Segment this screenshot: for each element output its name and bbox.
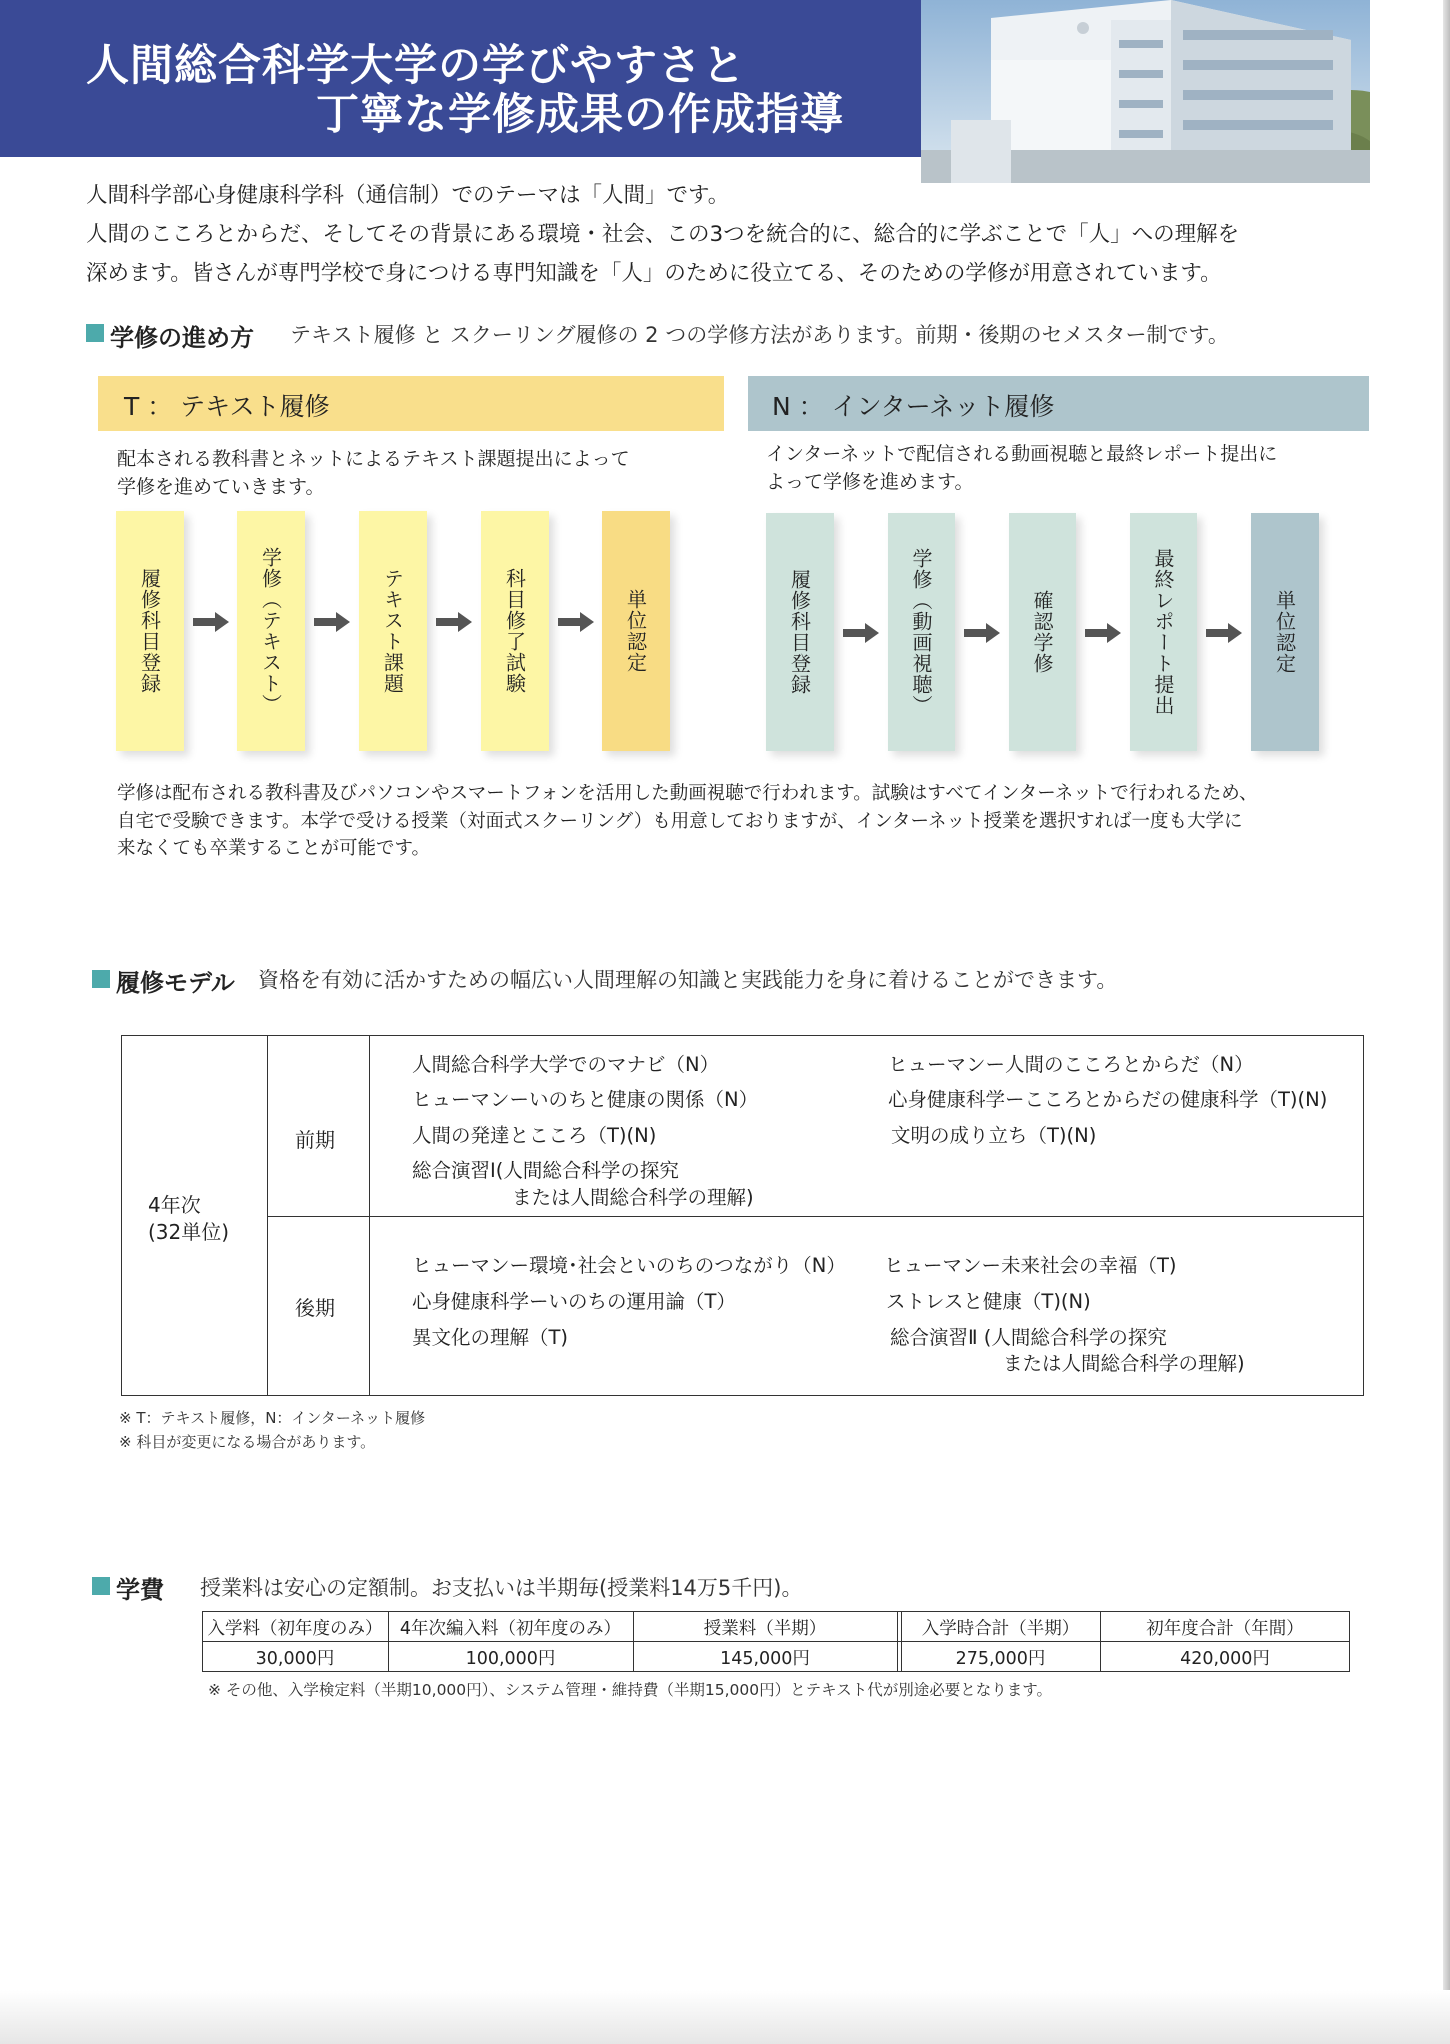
course-item: 文明の成り立ち（T)(N) <box>891 1124 1097 1147</box>
internet-step-review: 確認学修 <box>1009 513 1076 751</box>
course-item: 心身健康科学ーこころとからだの健康科学（T)(N) <box>888 1088 1328 1111</box>
section-marker <box>92 970 110 988</box>
arrow-right-icon <box>1206 623 1242 643</box>
model-heading: 履修モデル <box>116 969 235 997</box>
internet-step-report: 最終レポート提出 <box>1130 513 1197 751</box>
course-item: 異文化の理解（T) <box>412 1326 569 1349</box>
course-item: ヒューマンー未来社会の幸福（T) <box>884 1254 1177 1277</box>
course-item: ヒューマンー人間のこころとからだ（N） <box>888 1053 1254 1076</box>
section-marker <box>92 1577 110 1595</box>
internet-step-credit: 単位認定 <box>1251 513 1319 751</box>
table-divider <box>897 1611 898 1672</box>
fee-header-transfer: 4年次編入料（初年度のみ） <box>399 1619 622 1639</box>
fee-value-first-year-total: 420,000円 <box>1180 1649 1270 1669</box>
fee-header-entry-total: 入学時合計（半期） <box>921 1619 1080 1639</box>
study-note-line-2: 自宅で受験できます。本学で受ける授業（対面式スクーリング）も用意しておりますが、インターネット授業を選択すれば一度も大学に <box>117 810 1243 832</box>
text-step-credit: 単位認定 <box>602 511 670 751</box>
fees-description: 授業料は安心の定額制。お支払いは半期毎(授業料14万5千円)。 <box>200 1576 803 1600</box>
arrow-right-icon <box>436 612 472 632</box>
internet-course-desc-line-2: よって学修を進めます。 <box>766 471 974 493</box>
first-term-label: 前期 <box>295 1128 335 1152</box>
year-label: 4年次 <box>148 1193 201 1217</box>
text-step-assignment: テキスト課題 <box>359 511 427 751</box>
study-note <box>117 780 1357 863</box>
text-course-title: T ： テキスト履修 <box>124 392 330 421</box>
internet-course-description <box>766 440 1366 496</box>
internet-step-video: 学修（動画視聴） <box>888 513 955 751</box>
intro-line-3: 深めます。皆さんが専門学校で身につける専門知識を「人」のために役立てる、そのための学修が用意されています。 <box>86 261 1222 286</box>
course-item: ストレスと健康（T)(N) <box>886 1290 1091 1313</box>
method-description: テキスト履修 と スクーリング履修の 2 つの学修方法があります。前期・後期のセメスター制です。 <box>290 323 1229 347</box>
arrow-right-icon <box>193 612 229 632</box>
course-item: ヒューマンー環境･社会といのちのつながり（N） <box>412 1254 846 1277</box>
fee-value-admission: 30,000円 <box>255 1649 335 1669</box>
fee-header-admission: 入学料（初年度のみ） <box>207 1619 383 1639</box>
internet-step-registration: 履修科目登録 <box>766 513 834 751</box>
internet-course-desc-line-1: インターネットで配信される動画視聴と最終レポート提出に <box>766 443 1278 465</box>
course-item: または人間総合科学の理解) <box>1003 1352 1245 1375</box>
text-step-exam: 科目修了試験 <box>481 511 549 751</box>
page-title-line-1: 人間総合科学大学の学びやすさと <box>86 41 746 91</box>
fees-heading: 学費 <box>116 1576 164 1604</box>
model-description: 資格を有効に活かすための幅広い人間理解の知識と実践能力を身に着けることができます。 <box>258 968 1118 992</box>
fee-value-transfer: 100,000円 <box>465 1649 556 1669</box>
course-item: 人間総合科学大学でのマナビ（N） <box>412 1053 720 1076</box>
fee-value-entry-total: 275,000円 <box>955 1649 1046 1669</box>
arrow-right-icon <box>1085 623 1121 643</box>
section-marker <box>86 324 104 342</box>
arrow-right-icon <box>558 612 594 632</box>
arrow-right-icon <box>964 623 1000 643</box>
model-note: ※ 科目が変更になる場合があります。 <box>119 1433 376 1451</box>
course-item: 心身健康科学ーいのちの運用論（T） <box>412 1290 736 1313</box>
text-course-desc-line-1: 配本される教科書とネットによるテキスト課題提出によって <box>117 448 630 470</box>
arrow-right-icon <box>843 623 879 643</box>
course-item: 人間の発達とこころ（T)(N) <box>412 1124 657 1147</box>
course-item: 総合演習Ⅱ (人間総合科学の探究 <box>890 1326 1167 1349</box>
fee-header-tuition: 授業料（半期） <box>703 1619 827 1639</box>
text-step-registration: 履修科目登録 <box>116 511 184 751</box>
fee-footnote: ※ その他、入学検定料（半期10,000円）、システム管理・維持費（半期15,000円）とテキスト代が別途必要となります。 <box>208 1681 1053 1699</box>
text-course-description <box>117 445 717 501</box>
text-step-study: 学修（テキスト） <box>237 511 305 751</box>
intro-line-2: 人間のこころとからだ、そしてその背景にある環境・社会、この3つを統合的に、総合的に学ぶことで「人」への理解を <box>86 222 1240 247</box>
study-note-line-3: 来なくても卒業することが可能です。 <box>117 838 431 859</box>
table-divider <box>267 1216 1364 1217</box>
page-bottom-shadow <box>0 1990 1450 2044</box>
intro-line-1: 人間科学部心身健康科学科（通信制）でのテーマは「人間」です。 <box>86 183 730 208</box>
campus-building-photo <box>921 0 1370 183</box>
arrow-right-icon <box>314 612 350 632</box>
method-heading: 学修の進め方 <box>110 324 254 352</box>
course-item: 総合演習Ⅰ(人間総合科学の探究 <box>412 1159 679 1182</box>
text-course-desc-line-2: 学修を進めていきます。 <box>117 476 325 498</box>
table-divider <box>202 1641 1350 1642</box>
fee-value-tuition: 145,000円 <box>720 1649 810 1669</box>
internet-course-title: N ： インターネット履修 <box>772 392 1055 421</box>
course-item: ヒューマンーいのちと健康の関係（N） <box>412 1088 759 1111</box>
page-edge-shadow <box>1443 0 1450 2044</box>
course-item: または人間総合科学の理解) <box>512 1186 754 1209</box>
second-term-label: 後期 <box>295 1296 335 1320</box>
model-note: ※ T：テキスト履修，N：インターネット履修 <box>119 1409 426 1427</box>
page-title-line-2: 丁寧な学修成果の作成指導 <box>316 90 844 140</box>
fee-header-first-year-total: 初年度合計（年間） <box>1146 1619 1304 1639</box>
credit-label: (32単位) <box>148 1220 230 1244</box>
study-note-line-1: 学修は配布される教科書及びパソコンやスマートフォンを活用した動画視聴で行われます。試験はすべてインターネットで行われるため、 <box>117 783 1258 804</box>
